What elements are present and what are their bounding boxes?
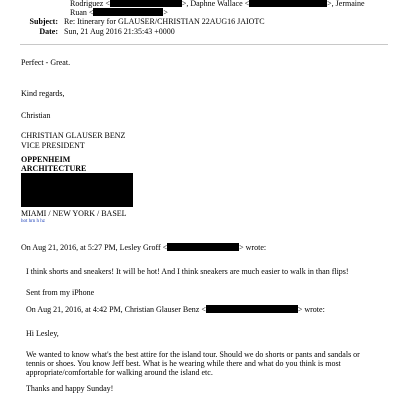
quote-text: appropriate/comfortable for walking around the island etc. xyxy=(26,368,213,377)
body-signoff: Christian xyxy=(21,111,51,120)
body-line: Perfect - Great. xyxy=(21,58,71,67)
signature-links[interactable]: hot hrn h hz xyxy=(21,219,46,224)
quote-greeting: Hi Lesley, xyxy=(26,329,59,338)
recipient-name: Rodriguez < xyxy=(70,0,110,8)
redaction-box xyxy=(249,0,327,7)
quote-attribution xyxy=(26,305,325,315)
recipient-name: >, Daphne Wallace < xyxy=(181,0,250,8)
redaction-box xyxy=(110,0,182,7)
recipient-name: >, Jermaine xyxy=(327,0,365,8)
quote-attribution-text: On Aug 21, 2016, at 4:42 PM, Christian Glauser Benz < xyxy=(26,305,206,314)
quote-attribution-text: On Aug 21, 2016, at 5:27 PM, Lesley Groff < xyxy=(21,243,168,252)
recipient-name: > xyxy=(163,8,168,17)
quote-text: We wanted to know what's the best attire for the island tour. Should we do shorts or pants and sandals or xyxy=(26,350,360,359)
subject-value: Re: Itinerary for GLAUSER/CHRISTIAN 22AUG16 JAIOTC xyxy=(64,17,265,26)
quote-thanks: Thanks and happy Sunday! xyxy=(26,384,114,393)
redaction-box xyxy=(167,243,239,251)
recipient-name: Ruan < xyxy=(70,8,94,17)
signature-cities: MIAMI / NEW YORK / BASEL xyxy=(21,209,127,218)
quote-attribution xyxy=(21,243,266,253)
signature-title: VICE PRESIDENT xyxy=(21,141,85,150)
redaction-box xyxy=(93,8,163,16)
quote-attribution-text: > wrote: xyxy=(239,243,267,252)
quote-sent-from: Sent from my iPhone xyxy=(26,288,95,297)
signature-company: ARCHITECTURE xyxy=(21,164,87,173)
date-value: Sun, 21 Aug 2016 21:35:43 +0000 xyxy=(64,27,175,36)
quote-text: tennis or shoes. You know Jeff best. What is he wearing while there and what do you think is most xyxy=(26,359,341,368)
signature-company: OPPENHEIM xyxy=(21,155,71,164)
subject-label: Subject: xyxy=(29,17,58,26)
signature-name: CHRISTIAN GLAUSER BENZ xyxy=(21,131,126,140)
body-regards: Kind regards, xyxy=(21,89,65,98)
quote-attribution-text: > wrote: xyxy=(297,305,325,314)
date-label: Date: xyxy=(39,27,58,36)
header-divider xyxy=(20,44,388,45)
redacted-logo-block xyxy=(21,173,133,207)
quote-text: I think shorts and sneakers! It will be hot! And I think sneakers are much easier to walk in than flips! xyxy=(26,267,349,276)
redaction-box xyxy=(206,305,298,313)
